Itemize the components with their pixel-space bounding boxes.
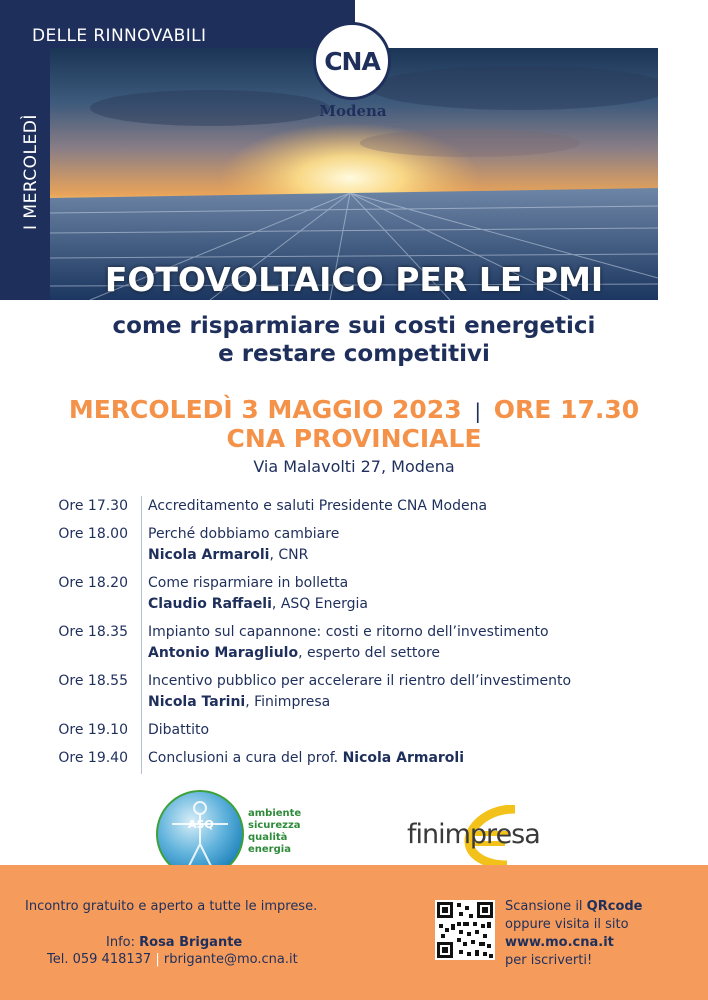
- event-venue: CNA PROVINCIALE: [226, 424, 482, 453]
- agenda-time: Ore 18.35: [58, 624, 128, 640]
- finimpresa-logo: [407, 805, 557, 865]
- date-separator: |: [474, 399, 482, 423]
- subtitle-line-2: e restare competitivi: [218, 341, 490, 367]
- scan-qrcode-label: QRcode: [586, 899, 643, 914]
- agenda-body: [136, 573, 368, 615]
- contact-email[interactable]: rbrigante@mo.cna.it: [163, 952, 298, 967]
- asq-tagline-line: energia: [248, 844, 291, 855]
- agenda-body: [136, 748, 464, 769]
- contact-separator: |: [155, 952, 160, 967]
- or-visit-text: oppure visita il sito: [505, 917, 629, 932]
- agenda-topic: Conclusioni a cura del prof.: [148, 750, 343, 766]
- agenda-topic: Dibattito: [148, 722, 210, 738]
- agenda-topic: Accreditamento e saluti Presidente CNA Modena: [148, 498, 488, 514]
- agenda-body: [136, 496, 487, 517]
- agenda-speaker-line: [148, 594, 368, 615]
- cna-logo-circle: [313, 22, 391, 100]
- scan-line: [505, 898, 643, 916]
- free-entry-note: Incontro gratuito e aperto a tutte le imprese.: [25, 899, 318, 914]
- asq-tagline-line: sicurezza: [248, 820, 301, 831]
- agenda-affiliation: , ASQ Energia: [271, 596, 368, 612]
- agenda-speaker-line: [148, 545, 339, 566]
- agenda-time: Ore 19.10: [58, 722, 128, 738]
- subtitle-line-1: come risparmiare sui costi energetici: [112, 313, 596, 339]
- logo-city: Modena: [319, 102, 387, 120]
- agenda-time: Ore 18.55: [58, 673, 128, 689]
- agenda-item: [46, 573, 666, 615]
- agenda-speaker: Nicola Armaroli: [148, 547, 270, 563]
- agenda-topic-line: [148, 748, 464, 769]
- info-contact-name: Rosa Brigante: [139, 935, 243, 950]
- series-vertical-label: I MERCOLEDÌ: [21, 114, 41, 230]
- agenda-topic: Perché dobbiamo cambiare: [148, 526, 340, 542]
- qr-code-icon[interactable]: [435, 900, 495, 960]
- agenda-time: Ore 19.40: [58, 750, 128, 766]
- finimpresa-wordmark: finimpresa: [407, 819, 540, 850]
- agenda-time: Ore 17.30: [58, 498, 128, 514]
- agenda-topic: Impianto sul capannone: costi e ritorno dell’investimento: [148, 624, 549, 640]
- agenda-time: Ore 18.00: [58, 526, 128, 542]
- agenda-speaker-line: [148, 692, 571, 713]
- agenda-body: [136, 720, 209, 741]
- cna-logo: [305, 22, 401, 122]
- asq-label: ASQ: [188, 818, 214, 831]
- agenda-topic: Come risparmiare in bolletta: [148, 575, 349, 591]
- agenda: [46, 496, 666, 776]
- event-address: Via Malavolti 27, Modena: [253, 457, 455, 476]
- agenda-item: [46, 622, 666, 664]
- agenda-body: [136, 671, 571, 713]
- agenda-item: [46, 524, 666, 566]
- asq-tagline-line: qualità: [248, 832, 288, 843]
- event-date-line: [0, 395, 708, 424]
- agenda-item: [46, 720, 666, 741]
- asq-tagline: [248, 808, 301, 856]
- series-label: DELLE RINNOVABILI: [32, 26, 207, 46]
- agenda-affiliation: , CNR: [269, 547, 309, 563]
- event-time: ORE 17.30: [493, 395, 640, 424]
- agenda-speaker-line: [148, 643, 549, 664]
- agenda-speaker: Claudio Raffaeli: [148, 596, 272, 612]
- event-date: MERCOLEDÌ 3 MAGGIO 2023: [68, 395, 462, 424]
- agenda-speaker: Antonio Maragliulo: [148, 645, 299, 661]
- agenda-item: [46, 748, 666, 769]
- main-title: FOTOVOLTAICO PER LE PMI: [104, 260, 604, 299]
- agenda-affiliation: , Finimpresa: [245, 694, 331, 710]
- agenda-body: [136, 524, 339, 566]
- asq-tagline-line: ambiente: [248, 808, 302, 819]
- agenda-item: [46, 671, 666, 713]
- agenda-speaker: Nicola Tarini: [148, 694, 246, 710]
- website-link[interactable]: www.mo.cna.it: [505, 935, 614, 950]
- info-label: Info:: [106, 935, 140, 950]
- agenda-speaker: Nicola Armaroli: [342, 750, 465, 766]
- agenda-body: [136, 622, 549, 664]
- subtitle: [0, 312, 708, 368]
- contact-line: [47, 951, 298, 968]
- register-text: per iscriverti!: [505, 953, 593, 968]
- logo-name: CNA: [324, 46, 380, 76]
- scan-prefix: Scansione il: [505, 899, 587, 914]
- agenda-affiliation: , esperto del settore: [298, 645, 441, 661]
- agenda-item: [46, 496, 666, 517]
- agenda-time: Ore 18.20: [58, 575, 128, 591]
- registration-note: [505, 898, 643, 970]
- contact-phone: Tel. 059 418137: [47, 952, 152, 967]
- info-line: [106, 934, 242, 951]
- agenda-topic: Incentivo pubblico per accelerare il rientro dell’investimento: [148, 673, 572, 689]
